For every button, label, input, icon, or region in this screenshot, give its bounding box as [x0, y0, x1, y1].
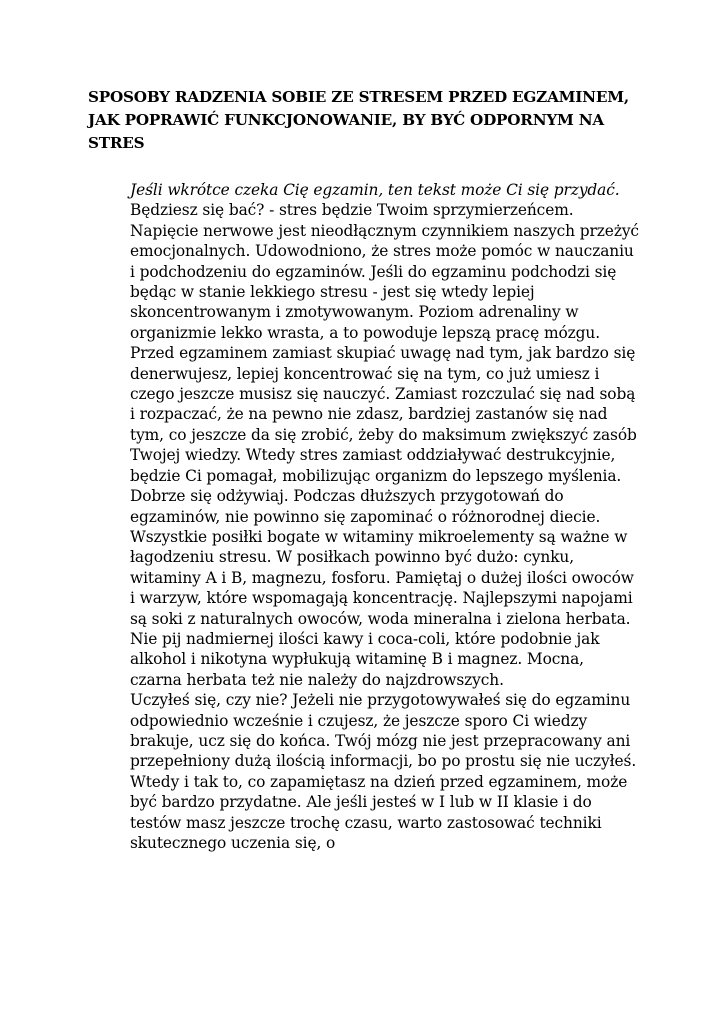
document-body: [130, 180, 640, 853]
intro-paragraph: Jeśli wkrótce czeka Cię egzamin, ten tekst może Ci się przydać.: [130, 181, 620, 199]
document-title: SPOSOBY RADZENIA SOBIE ZE STRESEM PRZED EGZAMINEM, JAK POPRAWIĆ FUNKCJONOWANIE, BY BYĆ ODPORNYM NA STRES: [88, 88, 629, 152]
paragraph-stress-ally: Będziesz się bać? - stres będzie Twoim sprzymierzeńcem. Napięcie nerwowe jest nieodłącznym czynnikiem naszych przeżyć emocjonalnych. Udowodniono, że stres może pomóc w nauczaniu i podchodzeniu do egzaminów. Jeśli do egzaminu podchodzi się będąc w stanie lekkiego stresu - jest się wtedy lepiej skoncentrowanym i zmotywowanym. Poziom adrenaliny w organizmie lekko wrasta, a to powoduje lepszą pracę mózgu. Przed egzaminem zamiast skupiać uwagę nad tym, jak bardzo się denerwujesz, lepiej koncentrować się na tym, co już umiesz i czego jeszcze musisz się nauczyć. Zamiast rozczulać się nad sobą i rozpaczać, że na pewno nie zdasz, bardziej zastanów się nad tym, co jeszcze da się zrobić, żeby do maksimum zwiększyć zasób Twojej wiedzy. Wtedy stres zamiast oddziaływać destrukcyjnie, będzie Ci pomagał, mobilizując organizm do lepszego myślenia.: [130, 201, 639, 485]
paragraph-studying: Uczyłeś się, czy nie? Jeżeli nie przygotowywałeś się do egzaminu odpowiednio wcześnie i czujesz, że jeszcze sporo Ci wiedzy brakuje, ucz się do końca. Twój mózg nie jest przepracowany ani przepełniony dużą ilością informacji, bo po prostu się nie uczyłeś. Wtedy i tak to, co zapamiętasz na dzień przed egzaminem, może być bardzo przydatne. Ale jeśli jesteś w I lub w II klasie i do testów masz jeszcze trochę czasu, warto zastosować techniki skutecznego uczenia się, o: [130, 691, 637, 852]
paragraph-nutrition: Dobrze się odżywiaj. Podczas dłuższych przygotowań do egzaminów, nie powinno się zapominać o różnorodnej diecie. Wszystkie posiłki bogate w witaminy mikroelementy są ważne w łagodzeniu stresu. W posiłkach powinno być dużo: cynku, witaminy A i B, magnezu, fosforu. Pamiętaj o dużej ilości owoców i warzyw, które wspomagają koncentrację. Najlepszymi napojami są soki z naturalnych owoców, woda mineralna i zielona herbata. Nie pij nadmiernej ilości kawy i coca-coli, które podobnie jak alkohol i nikotyna wypłukują witaminę B i magnez. Mocna, czarna herbata też nie należy do najzdrowszych.: [130, 487, 634, 689]
